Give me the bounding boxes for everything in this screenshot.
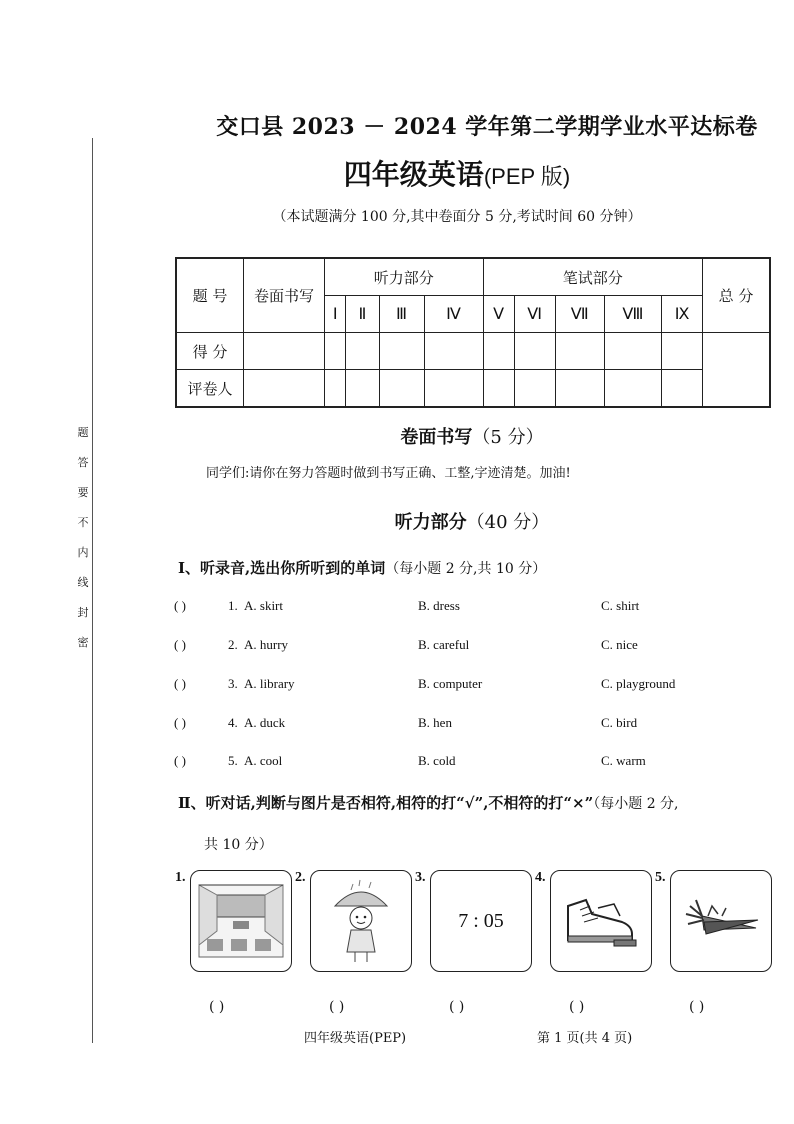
option-a[interactable]: A. skirt bbox=[244, 598, 283, 613]
option-c[interactable]: C. bird bbox=[601, 715, 638, 730]
option-c[interactable]: C. shirt bbox=[601, 598, 640, 613]
carrots-icon bbox=[670, 870, 772, 972]
option-b[interactable]: B. computer bbox=[418, 676, 483, 691]
handwriting-title: 卷面书写 bbox=[400, 427, 473, 448]
part2-heading-cont bbox=[204, 834, 273, 854]
clock-time: 7 : 05 bbox=[458, 909, 504, 932]
picture-answer-bracket[interactable]: ( ) bbox=[569, 999, 585, 1015]
clock-time-card bbox=[430, 870, 532, 972]
picture-number: 3. bbox=[415, 870, 426, 885]
question-number: 3. bbox=[228, 676, 238, 691]
grader-cell[interactable] bbox=[424, 370, 483, 408]
picture-number: 5. bbox=[655, 870, 666, 885]
col-iii: Ⅲ bbox=[379, 296, 424, 333]
picture-number: 2. bbox=[295, 870, 306, 885]
picture-answer-bracket[interactable]: ( ) bbox=[689, 999, 705, 1015]
col-vii: Ⅶ bbox=[555, 296, 604, 333]
seal-char: 不 bbox=[77, 516, 89, 529]
listening-section-title bbox=[0, 508, 794, 534]
exam-instructions: （本试题满分 100 分,其中卷面分 5 分,考试时间 60 分钟） bbox=[272, 209, 642, 225]
grader-cell[interactable] bbox=[379, 370, 424, 408]
option-c[interactable]: C. warm bbox=[601, 753, 646, 768]
grader-cell[interactable] bbox=[555, 370, 604, 408]
picture-answer-bracket[interactable]: ( ) bbox=[449, 999, 465, 1015]
score-cell[interactable] bbox=[555, 333, 604, 370]
seal-char: 要 bbox=[77, 486, 89, 499]
option-c[interactable]: C. playground bbox=[601, 676, 676, 691]
seal-char: 答 bbox=[77, 456, 89, 469]
footer-page-number: 第 1 页(共 4 页) bbox=[537, 1031, 633, 1046]
total-header: 总 分 bbox=[703, 258, 771, 333]
score-cell[interactable] bbox=[604, 333, 661, 370]
part1-heading bbox=[178, 557, 546, 578]
part2-heading bbox=[178, 792, 679, 813]
question-no-header: 题 号 bbox=[176, 258, 244, 333]
option-b[interactable]: B. careful bbox=[418, 637, 470, 652]
option-a[interactable]: A. duck bbox=[244, 715, 286, 730]
question-number: 5. bbox=[228, 753, 238, 768]
picture-answer-bracket[interactable]: ( ) bbox=[329, 999, 345, 1015]
total-score-cell[interactable] bbox=[703, 333, 771, 408]
score-cell[interactable] bbox=[346, 333, 379, 370]
question-number: 1. bbox=[228, 598, 238, 613]
grader-cell[interactable] bbox=[483, 370, 514, 408]
binding-line bbox=[92, 138, 93, 1043]
score-cell[interactable] bbox=[244, 333, 325, 370]
listening-title: 听力部分 bbox=[394, 512, 467, 533]
picture-number: 1. bbox=[175, 870, 186, 885]
listening-points: （40 分） bbox=[466, 512, 550, 533]
option-a[interactable]: A. cool bbox=[244, 753, 283, 768]
col-v: Ⅴ bbox=[483, 296, 514, 333]
col-vi: Ⅵ bbox=[514, 296, 555, 333]
grader-cell[interactable] bbox=[325, 370, 346, 408]
exam-subtitle bbox=[0, 153, 794, 193]
seal-char: 内 bbox=[77, 546, 89, 559]
answer-bracket[interactable]: ( ) bbox=[174, 676, 186, 691]
sneakers-icon bbox=[550, 870, 652, 972]
option-a[interactable]: A. hurry bbox=[244, 637, 289, 652]
col-ii: Ⅱ bbox=[346, 296, 379, 333]
grader-cell[interactable] bbox=[346, 370, 379, 408]
option-a[interactable]: A. library bbox=[244, 676, 295, 691]
subject-title: 四年级英语 bbox=[343, 158, 484, 191]
score-row-label: 得 分 bbox=[176, 333, 244, 370]
question-number: 4. bbox=[228, 715, 238, 730]
answer-bracket[interactable]: ( ) bbox=[174, 598, 186, 613]
answer-bracket[interactable]: ( ) bbox=[174, 637, 186, 652]
girl-umbrella-icon bbox=[310, 870, 412, 972]
score-cell[interactable] bbox=[325, 333, 346, 370]
grader-row-label: 评卷人 bbox=[176, 370, 244, 408]
edition-label: (PEP 版) bbox=[483, 164, 571, 189]
part2-points-a: （每小题 2 分, bbox=[593, 796, 679, 812]
score-cell[interactable] bbox=[514, 333, 555, 370]
grader-cell[interactable] bbox=[244, 370, 325, 408]
seal-text bbox=[76, 425, 90, 665]
part2-points-b: 共 10 分） bbox=[204, 837, 273, 853]
listening-header: 听力部分 bbox=[325, 258, 484, 296]
picture-number: 4. bbox=[535, 870, 546, 885]
footer-subject: 四年级英语(PEP) bbox=[304, 1031, 407, 1046]
classroom-icon bbox=[190, 870, 292, 972]
option-b[interactable]: B. hen bbox=[418, 715, 452, 730]
seal-char: 密 bbox=[77, 636, 89, 649]
option-c[interactable]: C. nice bbox=[601, 637, 638, 652]
score-cell[interactable] bbox=[379, 333, 424, 370]
option-b[interactable]: B. cold bbox=[418, 753, 456, 768]
handwriting-note: 同学们:请你在努力答题时做到书写正确、工整,字迹清楚。加油! bbox=[206, 466, 571, 481]
answer-bracket[interactable]: ( ) bbox=[174, 753, 186, 768]
question-number: 2. bbox=[228, 637, 238, 652]
exam-title: 交口县 2023 － 2024 学年第二学期学业水平达标卷 bbox=[216, 114, 758, 140]
score-table bbox=[175, 257, 771, 408]
seal-char: 线 bbox=[77, 576, 89, 589]
part1-title: Ⅰ、听录音,选出你所听到的单词 bbox=[178, 559, 386, 577]
handwriting-section-title bbox=[0, 423, 794, 449]
col-iv: Ⅳ bbox=[424, 296, 483, 333]
col-viii: Ⅷ bbox=[604, 296, 661, 333]
part1-points: （每小题 2 分,共 10 分） bbox=[385, 561, 547, 577]
col-ix: Ⅸ bbox=[662, 296, 703, 333]
seal-char: 题 bbox=[77, 426, 89, 439]
col-i: Ⅰ bbox=[325, 296, 346, 333]
score-cell[interactable] bbox=[483, 333, 514, 370]
score-cell[interactable] bbox=[662, 333, 703, 370]
picture-answer-bracket[interactable]: ( ) bbox=[209, 999, 225, 1015]
handwriting-header: 卷面书写 bbox=[244, 258, 325, 333]
option-b[interactable]: B. dress bbox=[418, 598, 460, 613]
score-cell[interactable] bbox=[424, 333, 483, 370]
part2-title: Ⅱ、听对话,判断与图片是否相符,相符的打“√”,不相符的打“×” bbox=[178, 794, 594, 812]
grader-cell[interactable] bbox=[604, 370, 661, 408]
seal-char: 封 bbox=[77, 606, 89, 619]
grader-cell[interactable] bbox=[514, 370, 555, 408]
answer-bracket[interactable]: ( ) bbox=[174, 715, 186, 730]
grader-cell[interactable] bbox=[662, 370, 703, 408]
written-header: 笔试部分 bbox=[483, 258, 702, 296]
handwriting-points: （5 分） bbox=[472, 427, 544, 448]
